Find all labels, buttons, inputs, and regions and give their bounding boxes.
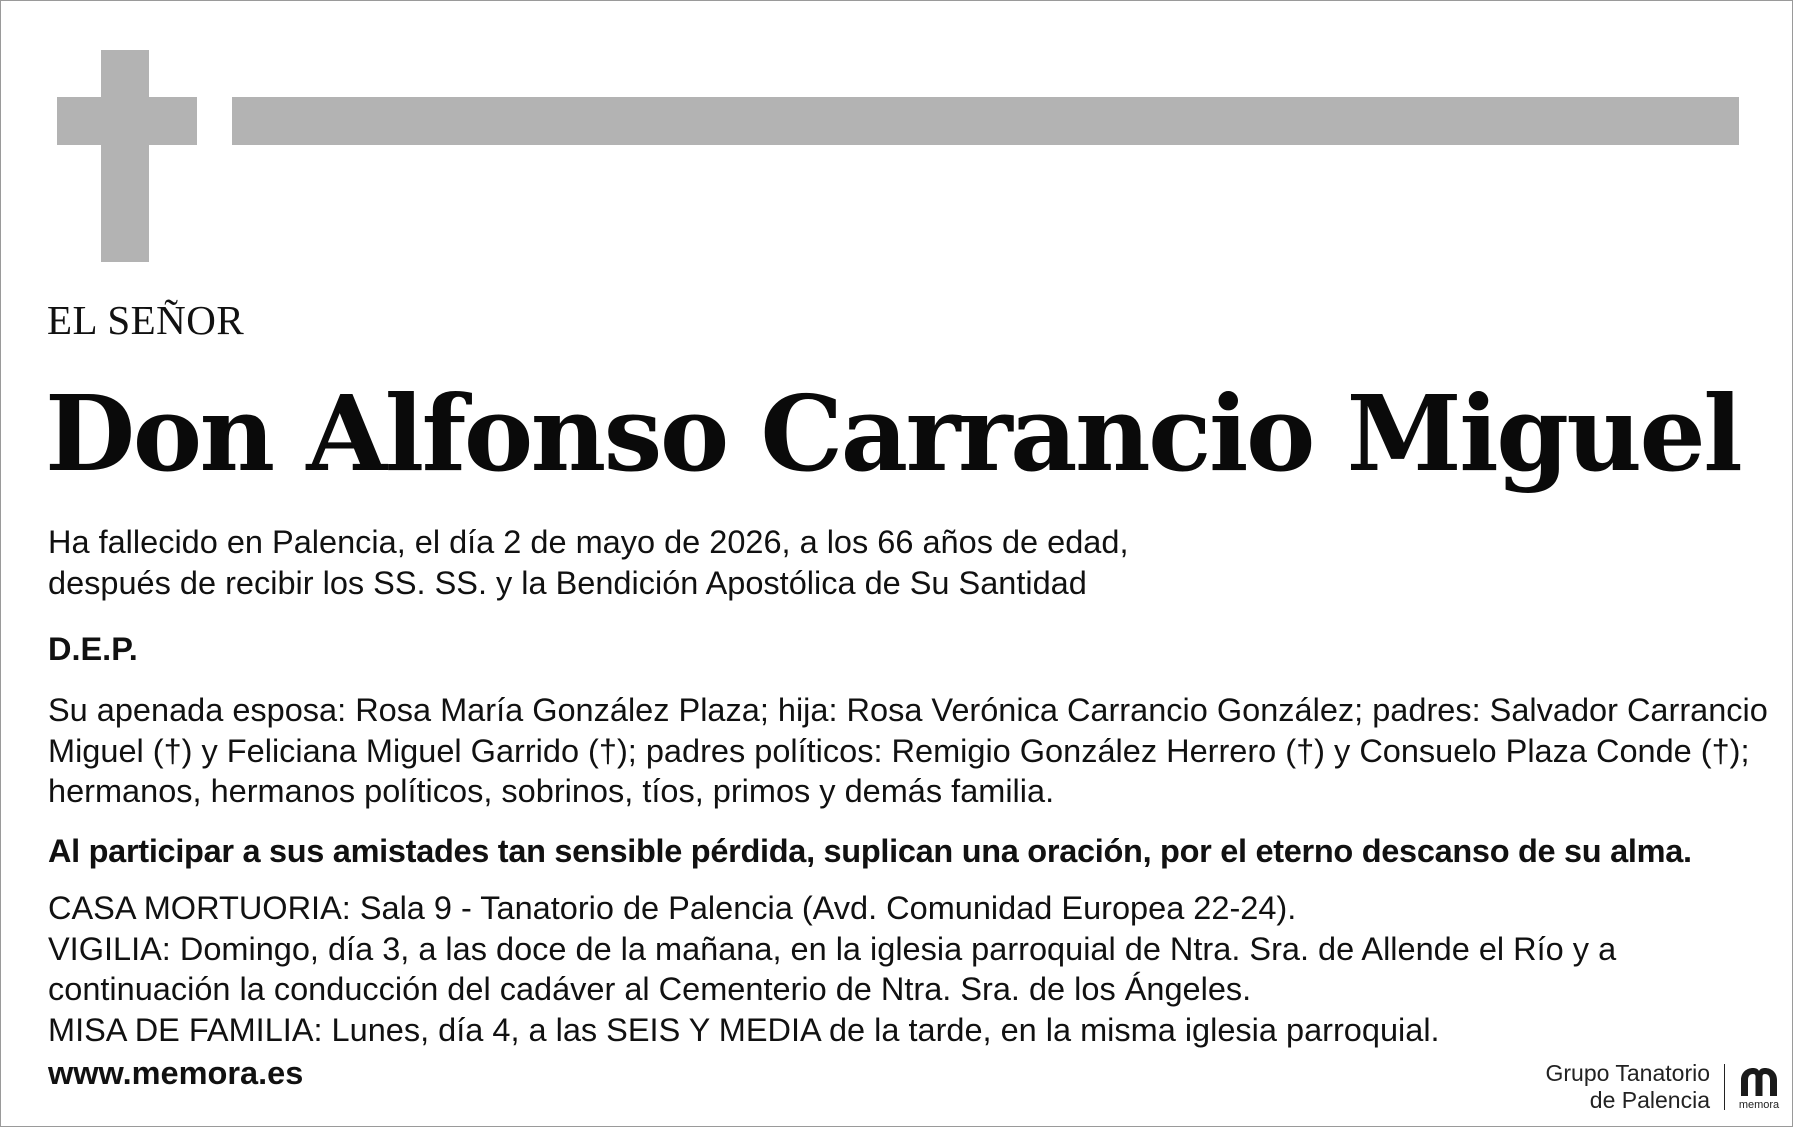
memora-m-logo-icon xyxy=(1737,1064,1781,1098)
prayer-line: Al participar a sus amistades tan sensible pérdida, suplican una oración, por el eterno descanso de su alma. xyxy=(48,833,1692,869)
family-line: hermanos, hermanos políticos, sobrinos, tíos, primos y demás familia. xyxy=(48,773,1055,809)
brand-footer xyxy=(1545,1055,1781,1119)
deceased-name: Don Alfonso Carrancio Miguel xyxy=(45,372,1741,495)
family-line: Su apenada esposa: Rosa María González Plaza; hija: Rosa Verónica Carrancio González; padres: Salvador Carrancio xyxy=(48,692,1768,728)
honorific: EL SEÑOR xyxy=(47,297,245,343)
family-list xyxy=(48,690,1768,812)
service-line: VIGILIA: Domingo, día 3, a las doce de la mañana, en la iglesia parroquial de Ntra. Sra. de Allende el Río y a xyxy=(48,930,1617,967)
brand-line-2: de Palencia xyxy=(1589,1087,1710,1113)
brand-logo-word: memora xyxy=(1738,1098,1780,1111)
cross-icon-horizontal xyxy=(57,97,197,145)
brand-name xyxy=(1545,1060,1724,1114)
prayer-request xyxy=(48,831,1768,872)
death-line: después de recibir los SS. SS. y la Bendición Apostólica de Su Santidad xyxy=(48,564,1087,601)
family-line: Miguel (†) y Feliciana Miguel Garrido (†); padres políticos: Remigio González Herrero (†) y Consuelo Plaza Conde (†); xyxy=(48,732,1750,769)
header-rule xyxy=(232,97,1739,145)
brand-line-1: Grupo Tanatorio xyxy=(1545,1060,1710,1086)
memora-logo xyxy=(1737,1064,1781,1111)
website-link[interactable]: www.memora.es xyxy=(48,1055,304,1091)
cross-icon-vertical xyxy=(101,50,149,262)
death-notice xyxy=(48,522,1768,603)
service-line: MISA DE FAMILIA: Lunes, día 4, a las SEIS Y MEDIA de la tarde, en la misma iglesia parroquial. xyxy=(48,1011,1440,1048)
dep-abbreviation: D.E.P. xyxy=(48,631,138,667)
service-line: CASA MORTUORIA: Sala 9 - Tanatorio de Palencia (Avd. Comunidad Europea 22-24). xyxy=(48,890,1297,926)
death-line: Ha fallecido en Palencia, el día 2 de mayo de 2026, a los 66 años de edad, xyxy=(48,524,1129,560)
brand-separator xyxy=(1724,1064,1725,1110)
service-line: continuación la conducción del cadáver al Cementerio de Ntra. Sra. de los Ángeles. xyxy=(48,971,1252,1007)
service-details xyxy=(48,888,1768,1050)
